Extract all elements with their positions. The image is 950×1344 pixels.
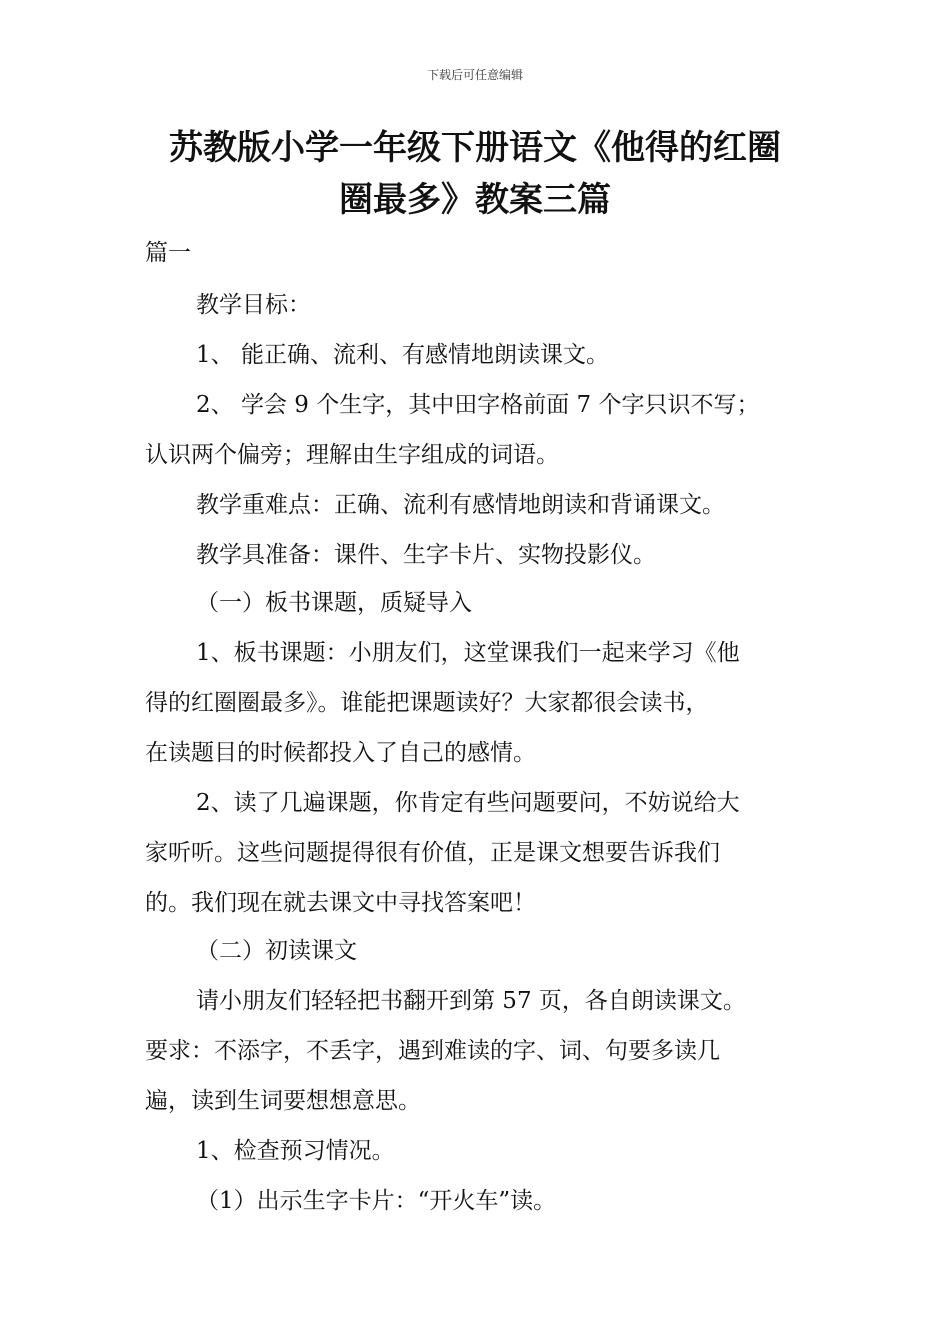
title-line-2: 圈最多》教案三篇 <box>339 180 611 220</box>
paragraph-line: 2、读了几遍课题，你肯定有些问题要问，不妨说给大 <box>196 790 740 816</box>
section-heading: 篇一 <box>145 240 191 266</box>
paragraph-line: 教学具准备：课件、生字卡片、实物投影仪。 <box>196 542 656 568</box>
subsection-heading: （一）板书课题，质疑导入 <box>196 590 472 616</box>
paragraph-line: 的。我们现在就去课文中寻找答案吧！ <box>145 890 536 916</box>
paragraph-line: 要求：不添字，不丢字，遇到难读的字、词、句要多读几 <box>145 1038 720 1064</box>
document-title <box>145 122 805 226</box>
paragraph-line: 教学重难点：正确、流利有感情地朗读和背诵课文。 <box>196 492 725 518</box>
paragraph-line: （1）出示生字卡片：“开火车”读。 <box>196 1188 557 1214</box>
subsection-heading: （二）初读课文 <box>196 938 357 964</box>
paragraph-line: 1、 能正确、流利、有感情地朗读课文。 <box>196 342 609 368</box>
paragraph-line: 1、板书课题：小朋友们，这堂课我们一起来学习《他 <box>196 640 740 666</box>
paragraph-line: 家听听。这些问题提得很有价值，正是课文想要告诉我们 <box>145 840 720 866</box>
title-line-1: 苏教版小学一年级下册语文《他得的红圈 <box>169 128 781 168</box>
paragraph-line: 1、检查预习情况。 <box>196 1138 395 1164</box>
paragraph-line: 在读题目的时候都投入了自己的感情。 <box>145 740 536 766</box>
paragraph-line: 遍，读到生词要想想意思。 <box>145 1088 421 1114</box>
header-note: 下载后可任意编辑 <box>426 68 523 82</box>
paragraph-line: 2、 学会 9 个生字，其中田字格前面 7 个字只识不写； <box>196 392 760 418</box>
paragraph-line: 认识两个偏旁；理解由生字组成的词语。 <box>145 442 559 468</box>
paragraph-line: 教学目标： <box>196 292 311 318</box>
paragraph-line: 请小朋友们轻轻把书翻开到第 57 页，各自朗读课文。 <box>196 988 746 1014</box>
paragraph-line: 得的红圈圈最多》。谁能把课题读好？大家都很会读书， <box>145 690 709 716</box>
